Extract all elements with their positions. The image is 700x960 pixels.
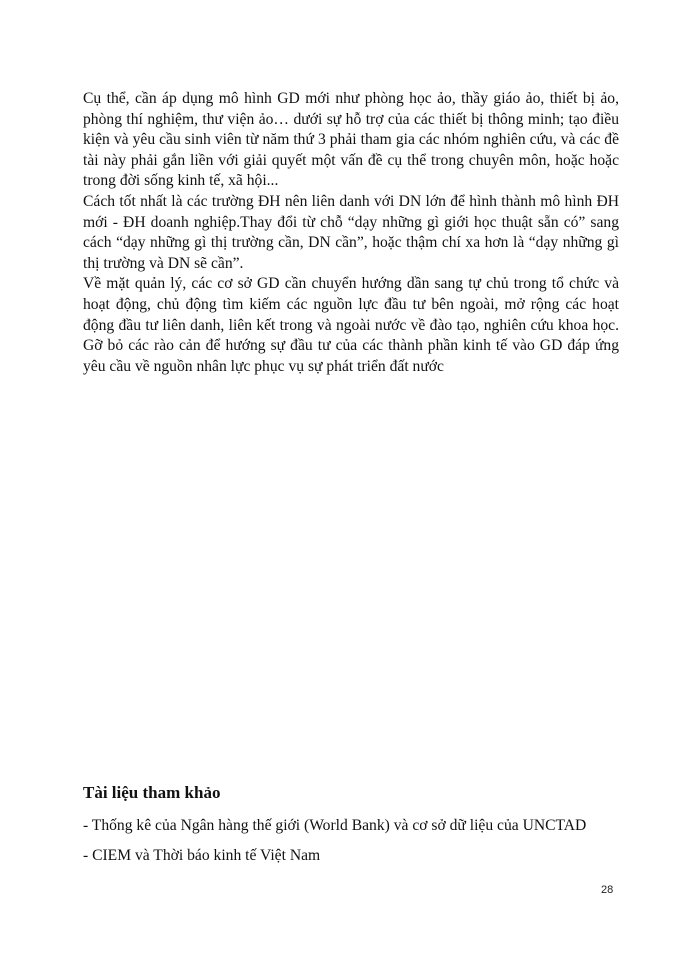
reference-item: - Thống kê của Ngân hàng thế giới (World Bank) và cơ sở dữ liệu của UNCTAD [83, 817, 587, 834]
page-number: 28 [601, 884, 614, 896]
body-text [83, 89, 619, 377]
paragraph-2: Cách tốt nhất là các trường ĐH nên liên danh với DN lớn để hình thành mô hình ĐH mới - ĐH doanh nghiệp.Thay đổi từ chỗ “dạy những gì giới học thuật sẵn có” sang cách “dạy những gì thị trường cần, DN cần”, hoặc thậm chí xa hơn là “dạy những gì thị trường và DN sẽ cần”. [83, 192, 619, 272]
paragraph-1: Cụ thể, cần áp dụng mô hình GD mới như phòng học ảo, thầy giáo ảo, thiết bị ảo, phòng thí nghiệm, thư viện ảo… dưới sự hỗ trợ của các thiết bị thông minh; tạo điều kiện và yêu cầu sinh viên từ năm thứ 3 phải tham gia các nhóm nghiên cứu, và các đề tài này phải gắn liền với giải quyết một vấn đề cụ thể trong chuyên môn, hoặc hoặc trong đời sống kinh tế, xã hội... [83, 90, 619, 190]
references-heading: Tài liệu tham khảo [83, 783, 221, 802]
paragraph-3: Về mặt quản lý, các cơ sở GD cần chuyển hướng dần sang tự chủ trong tổ chức và hoạt động, chủ động tìm kiếm các nguồn lực đầu tư bên ngoài, mở rộng các hoạt động đầu tư liên danh, liên kết trong và ngoài nước về đào tạo, nghiên cứu khoa học. Gỡ bỏ các rào cản để hướng sự đầu tư của các thành phần kinh tế vào GD đáp ứng yêu cầu về nguồn nhân lực phục vụ sự phát triển đất nước [83, 275, 619, 375]
reference-item: - CIEM và Thời báo kinh tế Việt Nam [83, 847, 321, 864]
